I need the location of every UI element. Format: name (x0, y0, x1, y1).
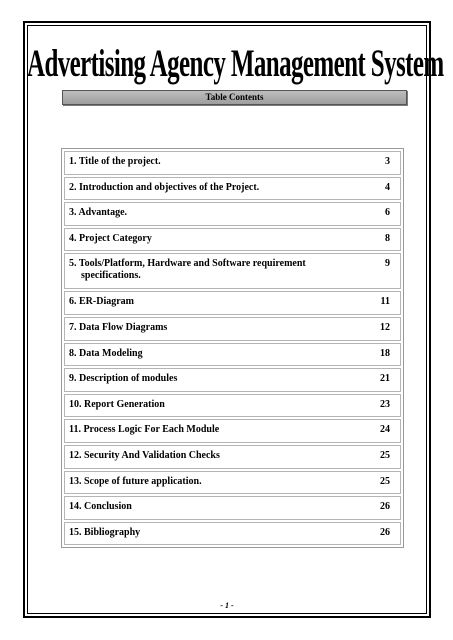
table-contents-header (62, 90, 407, 105)
toc-entry-page: 18 (380, 347, 390, 359)
toc-entry-page: 4 (385, 181, 390, 193)
toc-row (64, 394, 401, 418)
toc-entry-page: 26 (380, 526, 390, 538)
toc-row (64, 177, 401, 201)
toc-row (64, 228, 401, 252)
toc-row (64, 496, 401, 520)
toc-row (64, 368, 401, 392)
toc-entry-label: 15. Bibliography (69, 526, 141, 538)
toc-entry-page: 21 (380, 373, 390, 385)
toc-entry-page: 25 (380, 449, 390, 461)
toc-entry-page: 11 (380, 296, 390, 308)
toc-entry-page: 25 (380, 475, 390, 487)
toc-entry-label: 7. Data Flow Diagrams (69, 321, 168, 333)
toc-entry-label-block (69, 258, 339, 282)
toc-entry-label: 13. Scope of future application. (69, 475, 202, 487)
toc-row (64, 291, 401, 315)
toc-entry-label-continued: specifications. (81, 270, 141, 282)
toc-entry-label: 14. Conclusion (69, 501, 132, 513)
toc-entry-label: 1. Title of the project. (69, 156, 161, 167)
toc-entry-page: 3 (385, 156, 390, 167)
toc-entry-page: 9 (385, 258, 390, 270)
toc-entry-label: 8. Data Modeling (69, 347, 143, 359)
toc-entry-page: 8 (385, 232, 390, 244)
table-of-contents (61, 148, 404, 548)
toc-row (64, 445, 401, 469)
toc-entry-label: 12. Security And Validation Checks (69, 449, 220, 461)
page-number-footer: - 1 - (220, 601, 234, 610)
toc-entry-page: 23 (380, 398, 390, 410)
toc-entry-page: 26 (380, 501, 390, 513)
toc-entry-label: 5. Tools/Platform, Hardware and Software requirement (69, 258, 306, 270)
toc-row (64, 317, 401, 341)
toc-entry-label: 4. Project Category (69, 232, 152, 244)
toc-row (64, 419, 401, 443)
toc-entry-label: 9. Description of modules (69, 373, 178, 385)
toc-entry-label: 3. Advantage. (69, 207, 128, 219)
toc-row (64, 202, 401, 226)
document-title: Advertising Agency Management System (27, 43, 444, 86)
toc-entry-page: 12 (380, 321, 390, 333)
toc-entry-label: 10. Report Generation (69, 398, 165, 410)
toc-entry-page: 24 (380, 424, 390, 436)
toc-entry-label: 11. Process Logic For Each Module (69, 424, 220, 436)
toc-row (64, 522, 401, 546)
toc-entry-label: 6. ER-Diagram (69, 296, 134, 308)
toc-row (64, 471, 401, 495)
toc-entry-label: 2. Introduction and objectives of the Project. (69, 181, 260, 193)
toc-row (64, 253, 401, 289)
toc-row (64, 343, 401, 367)
table-contents-label: Table Contents (205, 92, 264, 102)
toc-entry-page: 6 (385, 207, 390, 219)
toc-row (64, 151, 401, 175)
